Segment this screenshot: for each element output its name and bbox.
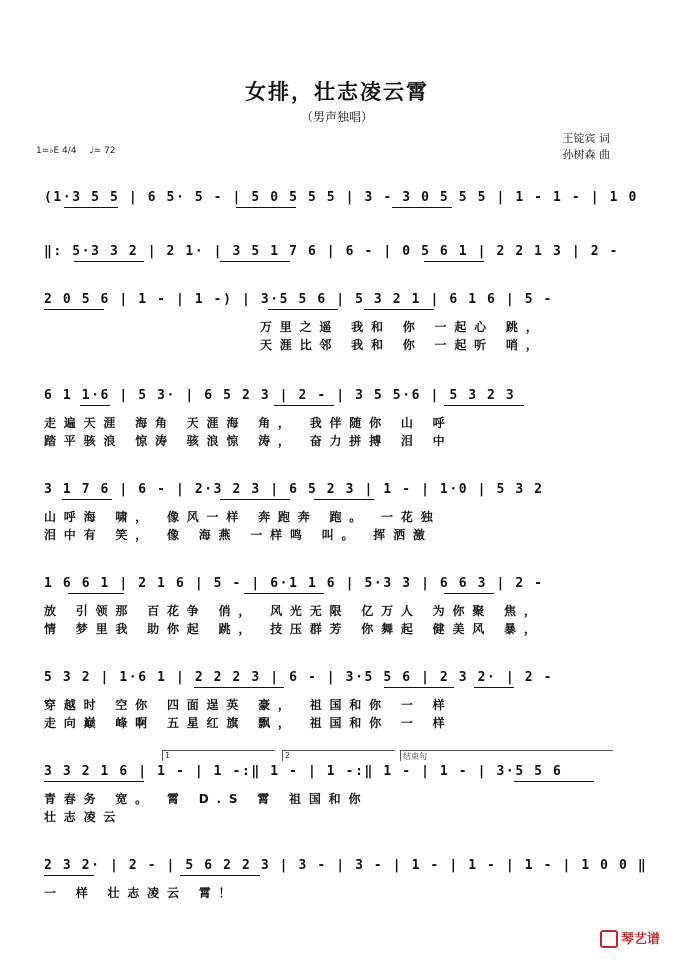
beam (474, 687, 514, 688)
beam (64, 207, 118, 208)
beam (384, 687, 454, 688)
lyrics-verse-2: 情 梦里我 助你起 跳， 技压群芳 你舞起 健美风 暴， (44, 622, 544, 636)
beam (392, 207, 452, 208)
watermark-text: 琴艺谱 (620, 931, 660, 947)
notes-line: (1·3 5 5 | 6 5· 5 - | 5 0 5 5 5 | 3 - 3 0 5 5 5 | 1 - 1 - | 1 0 (44, 190, 638, 205)
logo-icon (600, 930, 618, 948)
key-signature: 1=♭E 4/4 (36, 146, 77, 156)
ending-1-bracket: 1 (162, 750, 275, 761)
notes-line: 5 3 2 | 1·6 1 | 2 2 2 3 | 6 - | 3·5 5 6 | 2 3 2· | 2 - (44, 670, 554, 685)
beam (220, 261, 290, 262)
notes-line: 2 0 5 6 | 1 - | 1 -) | 3·5 5 6 | 5 3 2 1 | 6 1 6 | 5 - (44, 292, 554, 307)
beam (444, 405, 524, 406)
notes-line: ‖: 5·3 3 2 | 2 1· | 3 5 1 7 6 | 6 - | 0 5 6 1 | 2 2 1 3 | 2 - (44, 244, 620, 259)
lyrics-verse-2: 走向巅 峰啊 五星红旗 飘， 祖国和你 一 样 (44, 716, 453, 730)
beam (80, 405, 110, 406)
lyrics-verse-1: 青春务 宽。 霄 D.S 霄 祖国和你 (44, 792, 369, 806)
lyrics-verse-2: 天涯比邻 我和 你 一起听 哨， (260, 338, 546, 352)
beam (274, 405, 334, 406)
lyrics-verse-1: 山呼海 啸， 像风一样 奔跑奔 跑。 一花独 (44, 510, 441, 524)
key-tempo (36, 146, 116, 156)
beam (68, 593, 124, 594)
beam (180, 875, 260, 876)
beam (74, 261, 144, 262)
beam (220, 499, 290, 500)
notes-line: 6 1 1·6 | 5 3· | 6 5 2 3 | 2 - | 3 5 5·6 | 5 3 2 3 (44, 388, 516, 403)
beam (236, 207, 296, 208)
beam (268, 309, 338, 310)
beam (364, 309, 434, 310)
lyrics-verse-1: 一 样 壮志凌云 霄！ (44, 886, 239, 900)
page-title: 女排，壮志凌云霄 (245, 80, 429, 104)
credits (563, 131, 611, 163)
notes-line: 3 3 2 1 6 | 1 - | 1 -:‖ 1 - | 1 -:‖ 1 - | 1 - | 3·5 5 6 (44, 764, 563, 779)
beam (44, 309, 104, 310)
lyrics-verse-2: 壮志凌云 (44, 810, 124, 824)
beam (44, 781, 144, 782)
beam (62, 499, 112, 500)
lyrics-verse-1: 走遍天涯 海角 天涯海 角， 我伴随你 山 呼 (44, 416, 453, 430)
lyricist-credit: 王锭宾 词 (562, 132, 610, 145)
lyrics-verse-1: 万里之遥 我和 你 一起心 跳， (260, 320, 546, 334)
ending-final-bracket: 结束句 (400, 750, 613, 761)
lyrics-verse-2: 泪中有 笑， 像 海燕 一样鸣 叫。 挥洒激 (44, 528, 433, 542)
beam (444, 593, 494, 594)
beam (424, 261, 484, 262)
notes-line: 3 1 7 6 | 6 - | 2·3 2 3 | 6 5 2 3 | 1 - | 1·0 | 5 3 2 (44, 482, 544, 497)
lyrics-verse-1: 放 引领那 百花争 俏， 风光无限 亿万人 为你聚 焦， (44, 604, 544, 618)
page-subtitle: （男声独唱） (300, 110, 373, 124)
lyrics-verse-1: 穿越时 空你 四面逞英 豪， 祖国和你 一 样 (44, 698, 453, 712)
beam (244, 593, 324, 594)
notes-line: 1 6 6 1 | 2 1 6 | 5 - | 6·1 1 6 | 5·3 3 | 6 6 3 | 2 - (44, 576, 544, 591)
beam (44, 875, 94, 876)
tempo-marking: ♩= 72 (89, 146, 116, 156)
notes-line: 2 3 2· | 2 - | 5 6 2 2 3 | 3 - | 3 - | 1 - | 1 - | 1 - | 1 0 0 ‖ (44, 858, 648, 873)
beam (514, 781, 594, 782)
composer-credit: 孙树森 曲 (562, 148, 610, 161)
beam (194, 687, 284, 688)
watermark-logo (600, 928, 660, 949)
ending-2-bracket: 2 (282, 750, 395, 761)
beam (314, 499, 374, 500)
lyrics-verse-2: 踏平骇浪 惊涛 骇浪惊 涛， 奋力拼搏 泪 中 (44, 434, 453, 448)
